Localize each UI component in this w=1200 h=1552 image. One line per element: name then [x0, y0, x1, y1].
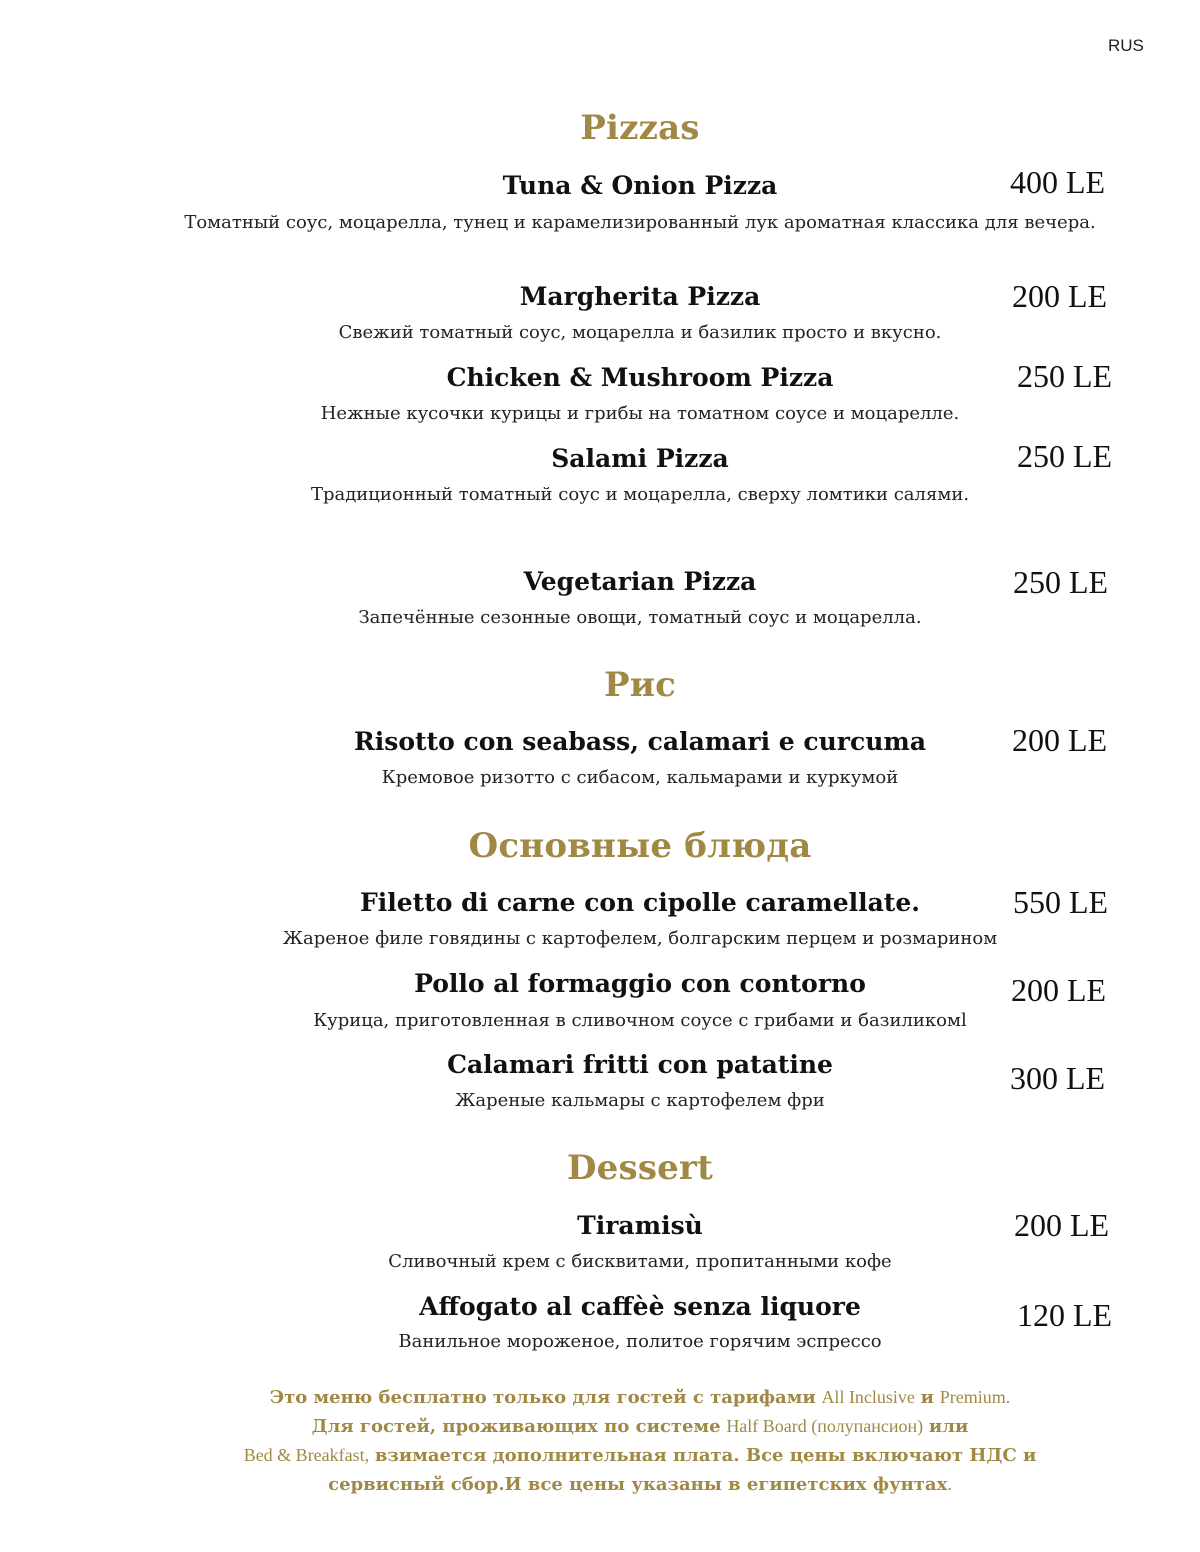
menu-item-price: 550 LE	[1013, 884, 1109, 920]
footer-text: Premium.	[939, 1387, 1011, 1407]
footer-text: All Inclusive	[821, 1387, 915, 1407]
menu-item-description: Традиционный томатный соус и моцарелла, сверху ломтики салями.	[310, 484, 970, 505]
language-label: RUS	[1108, 36, 1144, 55]
menu-item-description: Нежные кусочки курицы и грибы на томатном соусе и моцарелле.	[320, 403, 960, 424]
menu-item-name: Filetto di carne con cipolle caramellate.	[360, 888, 920, 917]
menu-item-name: Vegetarian Pizza	[523, 567, 757, 596]
menu-item-price: 250 LE	[1017, 438, 1113, 474]
menu-item-name: Tiramisù	[577, 1211, 703, 1240]
menu-item-name: Pollo al formaggio con contorno	[414, 969, 866, 998]
footer-note	[210, 1383, 1070, 1499]
menu-item-description: Свежий томатный соус, моцарелла и базилик просто и вкусно.	[338, 322, 942, 343]
menu-item-description: Жареные кальмары с картофелем фри	[455, 1090, 825, 1111]
section-title-rice: Рис	[603, 665, 677, 705]
menu-item-description: Ванильное мороженое, политое горячим эспрессо	[398, 1331, 882, 1352]
menu-item-name: Risotto con seabass, calamari e curcuma	[353, 727, 927, 756]
menu-item-price: 400 LE	[1010, 164, 1106, 200]
section-title-dessert: Dessert	[566, 1148, 714, 1188]
menu-item-name: Chicken & Mushroom Pizza	[446, 363, 834, 392]
section-title-pizzas: Pizzas	[580, 108, 700, 148]
menu-item-description: Томатный соус, моцарелла, тунец и карамелизированный лук ароматная классика для вечера.	[184, 212, 1096, 233]
menu-item-description: Кремовое ризотто с сибасом, кальмарами и куркумой	[381, 767, 899, 788]
footer-text: или	[928, 1416, 969, 1437]
footer-text: взимается дополнительная плата. Все цены включают НДС и сервисный сбор.И все цены указаны в египетских фунтах	[328, 1445, 1037, 1495]
menu-item-price: 200 LE	[1011, 972, 1107, 1008]
footer-text: и	[920, 1387, 935, 1408]
footer-text: Half Board (полупансион)	[726, 1416, 924, 1436]
menu-item-description: Сливочный крем с бисквитами, пропитанными кофе	[388, 1251, 892, 1272]
menu-item-name: Affogato al caffèè senza liquore	[419, 1292, 861, 1321]
menu-item-price: 200 LE	[1012, 278, 1108, 314]
menu-item-name: Calamari fritti con patatine	[447, 1050, 833, 1079]
footer-text: Для гостей, проживающих по системе	[311, 1416, 721, 1437]
menu-item-name: Salami Pizza	[551, 444, 729, 473]
menu-item-price: 200 LE	[1012, 722, 1108, 758]
menu-item-price: 120 LE	[1017, 1297, 1113, 1333]
menu-item-price: 200 LE	[1014, 1207, 1110, 1243]
menu-item-description: Запечённые сезонные овощи, томатный соус и моцарелла.	[358, 607, 922, 628]
menu-item-price: 250 LE	[1017, 358, 1113, 394]
footer-text: Bed & Breakfast,	[243, 1445, 370, 1465]
menu-item-description: Жареное филе говядины с картофелем, болгарским перцем и розмарином	[282, 928, 998, 949]
menu-item-name: Tuna & Onion Pizza	[502, 171, 778, 200]
footer-text: .	[947, 1474, 952, 1494]
footer-text: Это меню бесплатно только для гостей с тарифами	[269, 1387, 816, 1408]
menu-item-name: Margherita Pizza	[519, 282, 761, 311]
menu-item-description: Курица, приготовленная в сливочном соусе с грибами и базиликомl	[313, 1010, 967, 1031]
menu-item-price: 300 LE	[1010, 1060, 1106, 1096]
section-title-mains: Основные блюда	[468, 826, 812, 866]
menu-item-price: 250 LE	[1013, 564, 1109, 600]
